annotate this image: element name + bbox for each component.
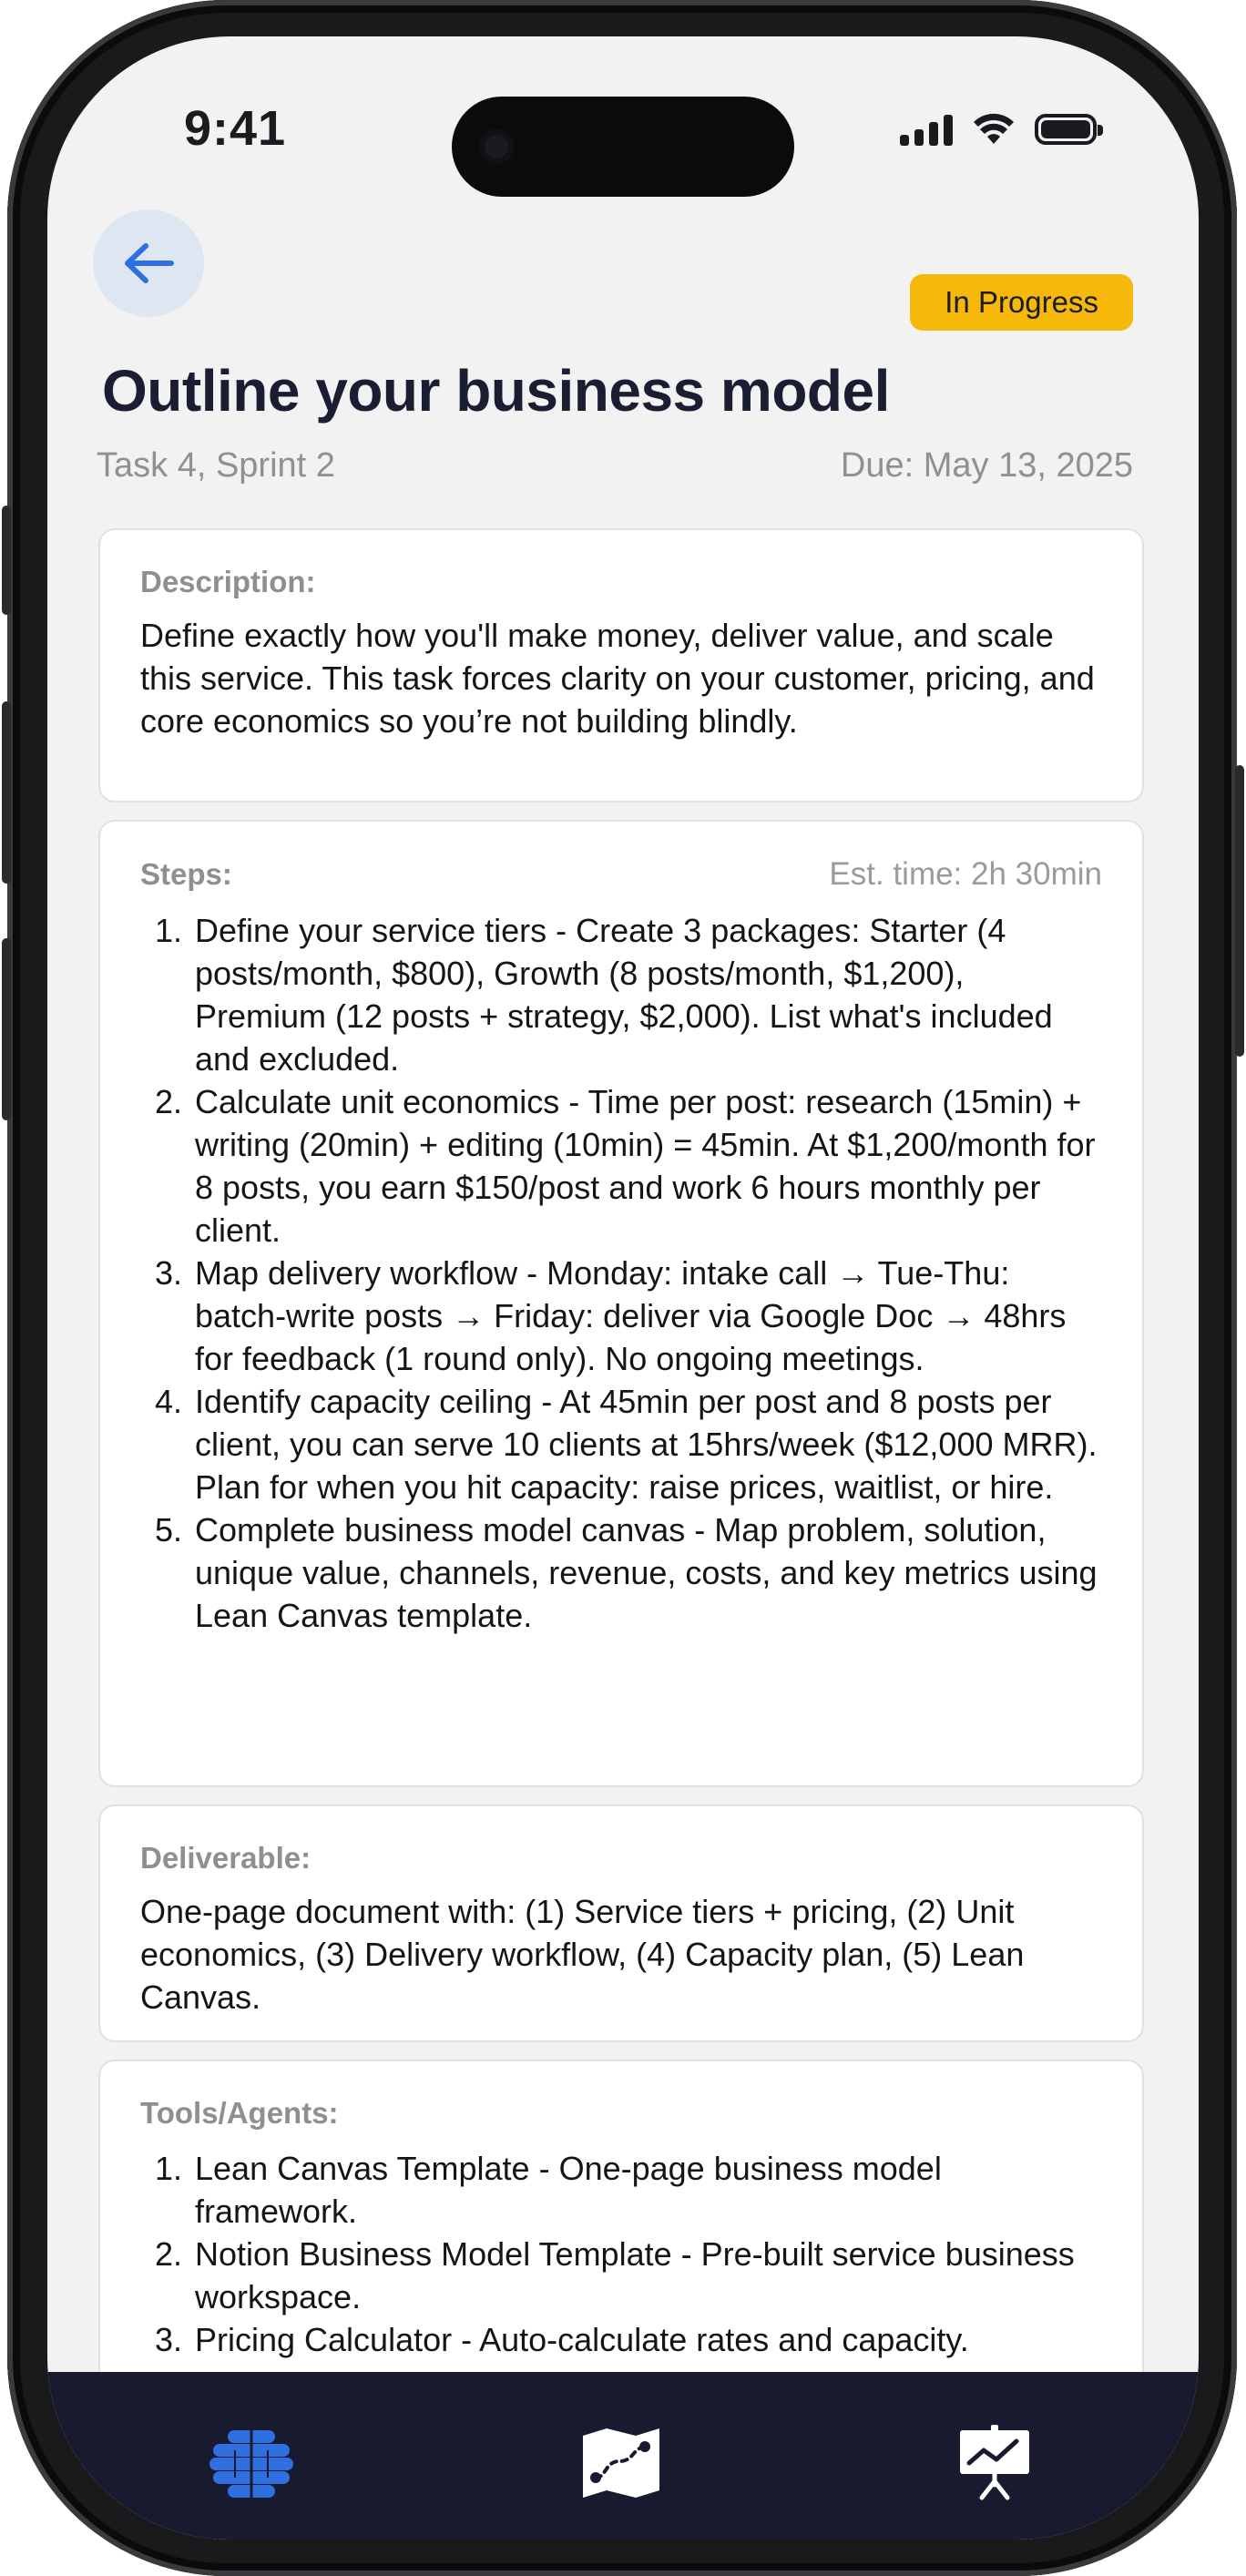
description-label: Description: xyxy=(140,565,316,598)
description-text: Define exactly how you'll make money, deliver value, and scale this service. This task forces clarity on your customer, pricing, and core economics so you’re not building blindly. xyxy=(140,617,1095,740)
deliverable-card xyxy=(98,1804,1144,2042)
status-icons xyxy=(900,113,1097,146)
due-date: Due: May 13, 2025 xyxy=(840,446,1133,485)
steps-label: Steps: xyxy=(140,857,232,891)
presentation-chart-icon xyxy=(956,2425,1033,2501)
tool-item: 3. Pricing Calculator - Auto-calculate rates and capacity. xyxy=(191,2318,1102,2361)
cellular-signal-icon xyxy=(900,113,953,146)
step-item: 4. Identify capacity ceiling - At 45min per post and 8 posts per client, you can serve 10 clients at 15hrs/week ($12,000 MRR). Plan for when you hit capacity: raise prices, waitlist, or hire. xyxy=(191,1380,1102,1508)
app-screen xyxy=(47,36,1199,2540)
status-time: 9:41 xyxy=(184,101,287,156)
tools-list xyxy=(140,2147,1102,2361)
task-reference: Task 4, Sprint 2 xyxy=(97,446,335,485)
arrow-left-icon xyxy=(122,240,175,286)
description-card xyxy=(98,528,1144,802)
power-button xyxy=(1235,765,1244,1057)
step-item: 2. Calculate unit economics - Time per post: research (15min) + writing (20min) + editing (10min) = 45min. At $1,200/month for 8 posts, you earn $150/post and work 6 hours monthly per client. xyxy=(191,1080,1102,1252)
tab-roadmap[interactable] xyxy=(576,2418,667,2509)
status-badge: In Progress xyxy=(910,274,1133,331)
tool-item: 1. Lean Canvas Template - One-page business model framework. xyxy=(191,2147,1102,2233)
tab-presentation[interactable] xyxy=(949,2418,1040,2509)
wifi-icon xyxy=(973,113,1015,146)
tab-brain[interactable] xyxy=(206,2418,297,2509)
tools-card xyxy=(98,2060,1144,2387)
tools-label: Tools/Agents: xyxy=(140,2096,339,2130)
action-button xyxy=(2,506,11,615)
steps-list xyxy=(140,909,1102,1637)
battery-icon xyxy=(1035,114,1097,145)
back-button[interactable] xyxy=(93,210,204,317)
deliverable-label: Deliverable: xyxy=(140,1841,312,1875)
estimated-time: Est. time: 2h 30min xyxy=(829,856,1102,892)
step-item: 5. Complete business model canvas - Map problem, solution, unique value, channels, revenue, costs, and key metrics using Lean Canvas template. xyxy=(191,1508,1102,1637)
step-item: 1. Define your service tiers - Create 3 packages: Starter (4 posts/month, $800), Growth (8 posts/month, $1,200), Premium (12 posts + strategy, $2,000). List what's included and excluded. xyxy=(191,909,1102,1080)
volume-up-button xyxy=(2,701,11,884)
tool-item: 2. Notion Business Model Template - Pre-built service business workspace. xyxy=(191,2233,1102,2318)
front-camera xyxy=(479,129,514,164)
status-bar xyxy=(47,36,1199,210)
bottom-tab-bar xyxy=(47,2372,1199,2540)
steps-card xyxy=(98,820,1144,1787)
dynamic-island xyxy=(452,97,794,197)
page-title: Outline your business model xyxy=(102,358,890,424)
brain-icon xyxy=(208,2427,295,2499)
deliverable-text: One-page document with: (1) Service tiers + pricing, (2) Unit economics, (3) Delivery workflow, (4) Capacity plan, (5) Lean Canvas. xyxy=(140,1893,1025,2016)
volume-down-button xyxy=(2,938,11,1120)
step-item: 3. Map delivery workflow - Monday: intake call → Tue-Thu: batch-write posts → Friday: deliver via Google Doc → 48hrs for feedback (1 round only). No ongoing meetings. xyxy=(191,1252,1102,1380)
roadmap-icon xyxy=(579,2425,663,2501)
